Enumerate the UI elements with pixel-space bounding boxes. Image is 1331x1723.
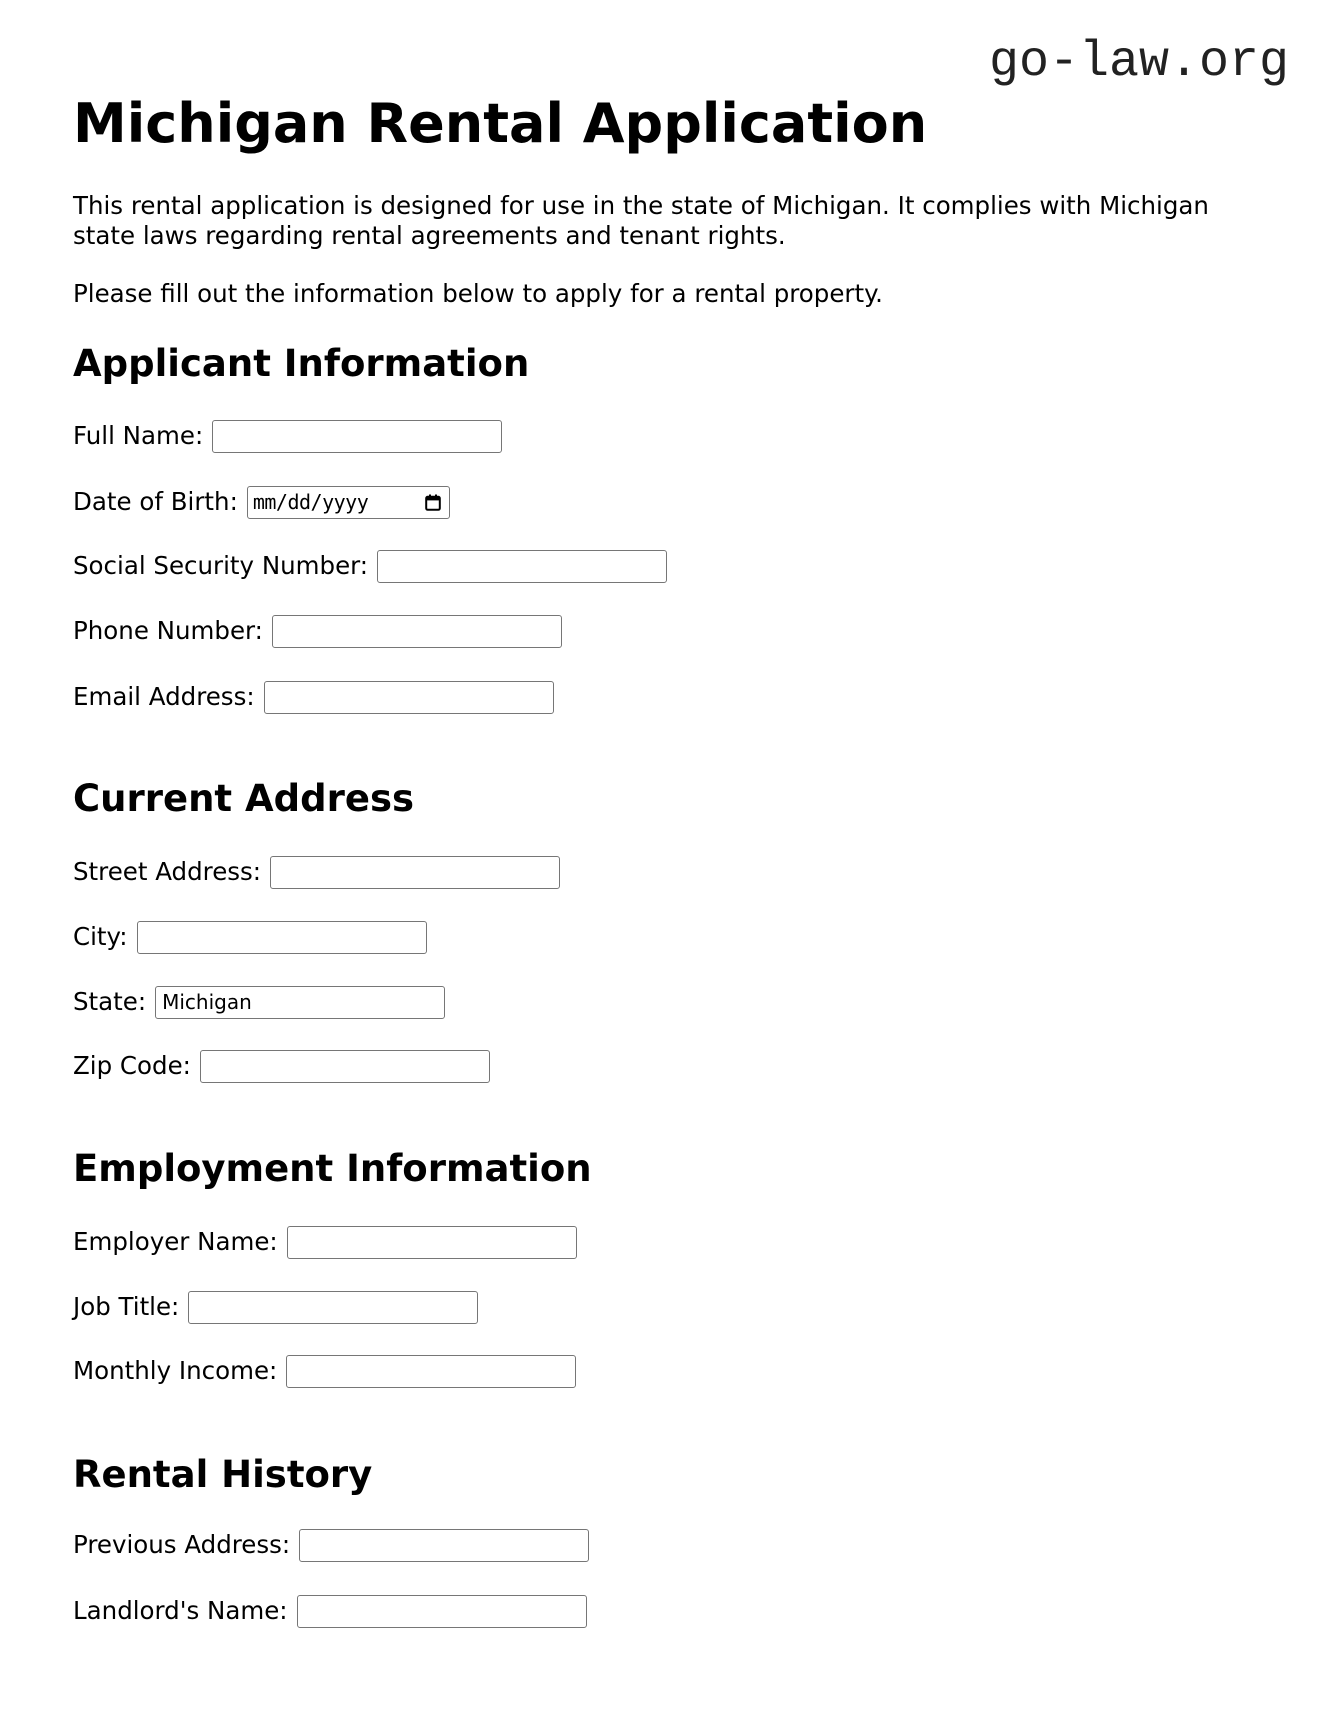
job-title-input[interactable]: [188, 1291, 478, 1324]
employer-label: Employer Name:: [73, 1227, 278, 1256]
previous-address-input[interactable]: [299, 1529, 589, 1562]
phone-label: Phone Number:: [73, 616, 263, 645]
field-row-job-title: [73, 1290, 478, 1324]
landlord-name-input[interactable]: [297, 1595, 587, 1628]
field-row-monthly-income: [73, 1354, 576, 1388]
section-heading-employment: Employment Information: [73, 1147, 592, 1190]
date-placeholder: mm/dd/yyyy: [252, 490, 369, 514]
field-row-employer: [73, 1225, 577, 1259]
field-row-landlord-name: [73, 1594, 587, 1628]
full-name-input[interactable]: [212, 420, 502, 453]
email-label: Email Address:: [73, 682, 255, 711]
street-label: Street Address:: [73, 857, 262, 886]
job-title-label: Job Title:: [73, 1292, 180, 1321]
field-row-full-name: [73, 419, 502, 453]
calendar-icon[interactable]: [425, 494, 441, 511]
state-label: State:: [73, 987, 147, 1016]
instructions-paragraph: Please fill out the information below to apply for a rental property.: [73, 279, 883, 308]
page-title: Michigan Rental Application: [73, 92, 928, 155]
field-row-city: [73, 920, 427, 954]
field-row-street: [73, 855, 560, 889]
section-heading-rental-history: Rental History: [73, 1453, 373, 1496]
email-input[interactable]: [264, 681, 554, 714]
monthly-income-input[interactable]: [286, 1355, 576, 1388]
date-of-birth-label: Date of Birth:: [73, 487, 238, 516]
section-heading-current-address: Current Address: [73, 777, 414, 820]
field-row-email: [73, 680, 554, 714]
state-input[interactable]: [155, 986, 445, 1019]
previous-address-label: Previous Address:: [73, 1530, 291, 1559]
watermark-logo: go-law.org: [988, 34, 1289, 91]
section-heading-applicant: Applicant Information: [73, 342, 530, 385]
field-row-zip: [73, 1049, 490, 1083]
zip-code-input[interactable]: [200, 1050, 490, 1083]
ssn-label: Social Security Number:: [73, 551, 369, 580]
field-row-state: [73, 985, 445, 1019]
field-row-date-of-birth: [73, 485, 450, 519]
phone-input[interactable]: [272, 615, 562, 648]
field-row-previous-address: [73, 1528, 589, 1562]
intro-paragraph: This rental application is designed for use in the state of Michigan. It complies with Michigan state laws regarding rental agreements and tenant rights.: [73, 191, 1209, 250]
street-address-input[interactable]: [270, 856, 560, 889]
monthly-income-label: Monthly Income:: [73, 1356, 278, 1385]
full-name-label: Full Name:: [73, 421, 204, 450]
field-row-ssn: [73, 549, 667, 583]
ssn-input[interactable]: [377, 550, 667, 583]
city-label: City:: [73, 922, 128, 951]
employer-name-input[interactable]: [287, 1226, 577, 1259]
zip-label: Zip Code:: [73, 1051, 191, 1080]
field-row-phone: [73, 614, 562, 648]
landlord-name-label: Landlord's Name:: [73, 1596, 288, 1625]
date-of-birth-input[interactable]: [247, 486, 450, 519]
city-input[interactable]: [137, 921, 427, 954]
